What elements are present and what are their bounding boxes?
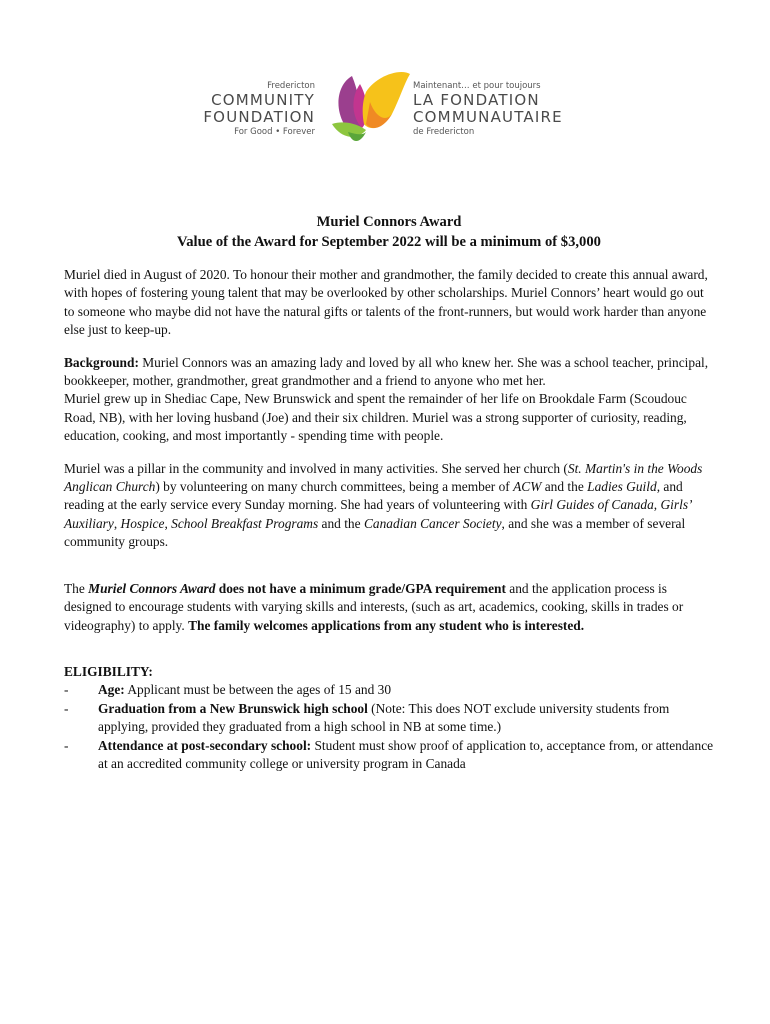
background-label: Background: — [64, 354, 139, 370]
church-name: St. Martin's in the Woods Anglican Church — [64, 460, 703, 495]
award-title: Muriel Connors Award — [316, 214, 462, 230]
bird-logo-icon — [330, 62, 412, 146]
pillar-text: , — [113, 515, 121, 531]
award-document — [64, 212, 714, 773]
logo-communautaire: COMMUNAUTAIRE — [413, 108, 563, 126]
eligibility-text: Applicant must be between the ages of 15 and 30 — [124, 682, 392, 698]
cancer-society-name: Canadian Cancer Society — [363, 515, 502, 531]
eligibility-text: (Note: This does NOT exclude university students from applying, provided they graduated from a high school in NB at some time.) — [98, 700, 670, 735]
intro-paragraph: Muriel died in August of 2020. To honour their mother and grandmother, the family decided to create this annual award, with hopes of fostering young talent that may be overlooked by other scholarships. Muriel Connors’ heart would go out to someone who maybe did not have the natural gifts or talents of the front-runners, but would work harder than anyone else just to keep-up. — [64, 267, 708, 338]
eligibility-list — [64, 681, 714, 773]
pillar-text: , and she was a member of several community groups. — [64, 515, 686, 550]
eligibility-item-attendance — [64, 737, 714, 774]
award-text: and the application process is designed to encourage students with varying skills and interests, (such as art, academics, cooking, skills in trades or videography) to apply. — [64, 580, 684, 633]
hospice-name: Hospice — [120, 515, 165, 531]
no-gpa-requirement: does not have a minimum grade/GPA requirement — [215, 580, 506, 596]
pillar-text: Muriel was a pillar in the community and involved in many activities. She served her church ( — [64, 460, 568, 476]
ladies-guild-name: Ladies Guild — [587, 479, 657, 495]
logo-la-fondation: LA FONDATION — [413, 91, 540, 109]
pillar-text: and the — [318, 515, 364, 531]
eligibility-heading: ELIGIBILITY: — [64, 663, 153, 679]
logo-french-tagline: Maintenant… et pour toujours — [413, 81, 541, 91]
girl-guides-name: Girl Guides of Canada — [530, 497, 654, 513]
eligibility-label: Attendance at post-secondary school: — [98, 737, 312, 753]
acw-name: ACW — [513, 479, 542, 495]
eligibility-item-age — [64, 681, 714, 699]
pillar-text: , and reading at the early service every Sunday morning. She had years of volunteering with — [64, 479, 683, 513]
logo-english-text — [203, 80, 315, 138]
background-paragraph — [64, 354, 714, 391]
logo-tagline: For Good • Forever — [234, 127, 315, 137]
award-value-heading: Value of the Award for September 2022 will be a minimum of $3,000 — [177, 234, 601, 250]
foundation-logo — [0, 62, 770, 150]
pillar-text: ) by volunteering on many church committees, being a member of — [155, 479, 514, 495]
pillar-text: , — [653, 497, 661, 513]
background-paragraph-2: Muriel grew up in Shediac Cape, New Brunswick and spent the remainder of her life on Brookdale Farm (Scoudouc Road, NB), with her loving husband (Joe) and their six children. Muriel was a strong supporter of curiosity, reading, education, cooking, and most importantly - spending time with people. — [64, 391, 687, 444]
pillar-text: and the — [541, 479, 588, 495]
logo-de-fredericton: de Fredericton — [413, 127, 475, 137]
pillar-text: , — [164, 515, 172, 531]
eligibility-label: Graduation from a New Brunswick high school — [98, 700, 368, 716]
logo-french-text — [413, 80, 563, 138]
eligibility-text: Student must show proof of application to, acceptance from, or attendance at an accredited community college or university program in Canada — [98, 737, 714, 771]
logo-community: COMMUNITY — [211, 91, 315, 109]
breakfast-programs-name: School Breakfast Programs — [171, 515, 319, 531]
pillar-paragraph — [64, 460, 714, 552]
award-requirements-paragraph — [64, 580, 714, 635]
award-name: Muriel Connors Award — [88, 580, 216, 596]
logo-foundation: FOUNDATION — [203, 108, 315, 126]
award-text: The — [64, 580, 89, 596]
logo-city: Fredericton — [267, 81, 315, 91]
family-welcomes-statement: The family welcomes applications from any student who is interested. — [188, 617, 585, 633]
eligibility-item-graduation — [64, 700, 714, 737]
girls-auxiliary-name: Girls’ Auxiliary — [64, 497, 692, 531]
background-text: Muriel Connors was an amazing lady and loved by all who knew her. She was a school teacher, principal, bookkeeper, mother, grandmother, great grandmother and a friend to anyone who met her. — [64, 354, 709, 389]
eligibility-label: Age: — [98, 682, 125, 698]
